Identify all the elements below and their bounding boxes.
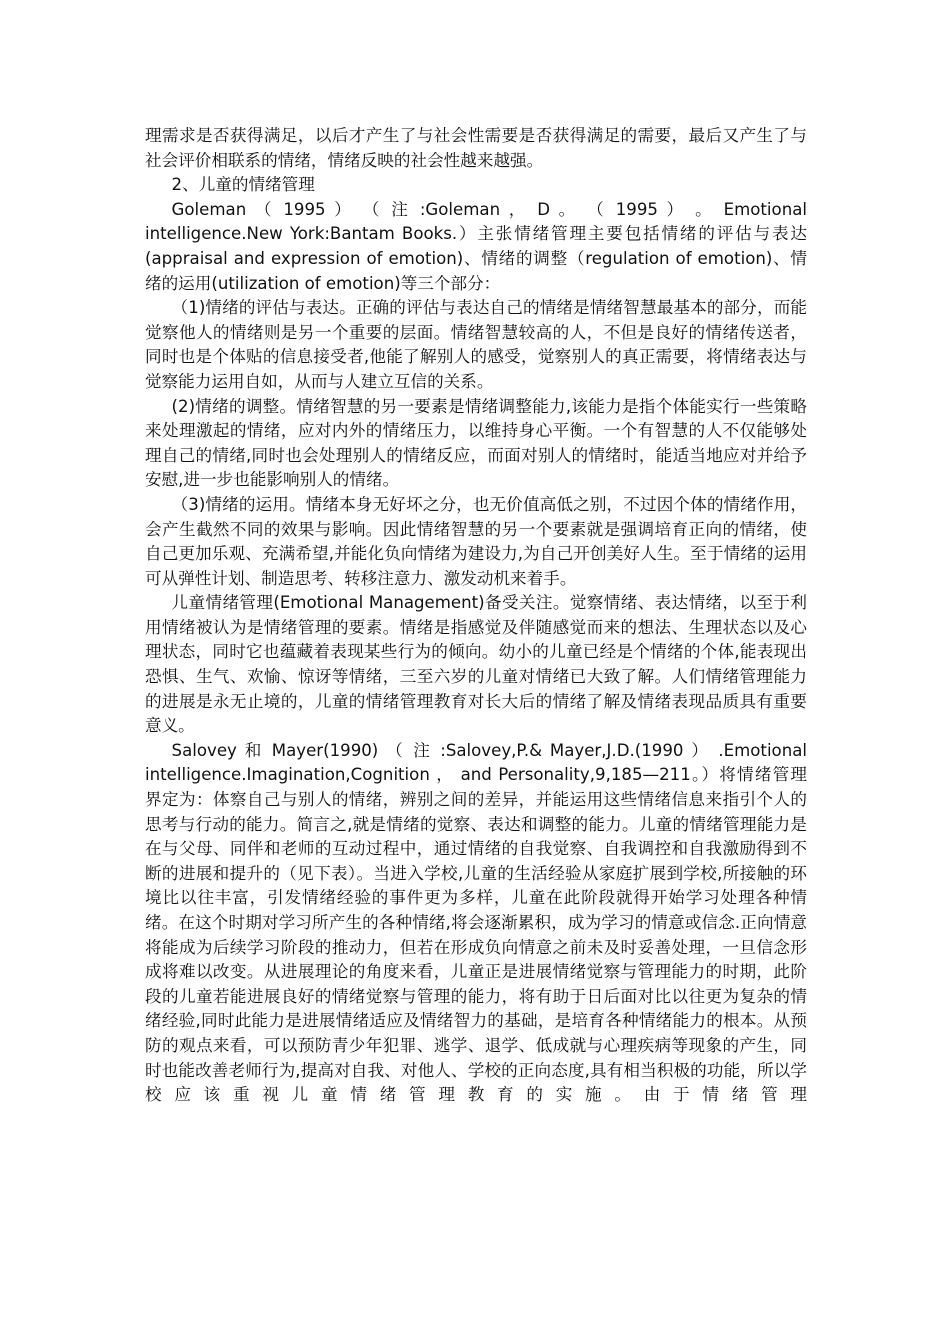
section-heading: 2、儿童的情绪管理: [171, 175, 315, 195]
list-item-paragraph: （1)情绪的评估与表达。正确的评估与表达自己的情绪是情绪智慧最基本的部分，而能觉察他人的情绪则是另一个重要的层面。情绪智慧较高的人，不但是良好的情绪传送者，同时也是个体贴的信息接受者,他能了解别人的感受，觉察别人的真正需要，将情绪表达与觉察能力运用自如，从而与人建立互信的关系。: [145, 298, 807, 391]
body-paragraph: Goleman （ 1995 ） （ 注 :Goleman ， D 。 （ 1995 ） 。 Emotional intelligence.New York:Bantam Books.）主张情绪管理主要包括情绪的评估与表达(appraisal and expression of emotion)、情绪的调整（regulation of emotion)、情绪的运用(utilization of emotion)等三个部分：: [145, 199, 807, 293]
body-paragraph: 理需求是否获得满足，以后才产生了与社会性需要是否获得满足的需要，最后又产生了与社会评价相联系的情绪，情绪反映的社会性越来越强。: [145, 126, 807, 170]
body-paragraph: Salovey 和 Mayer(1990) （ 注 :Salovey,P.& Mayer,J.D.(1990 ） .Emotional intelligence.Imagination,Cognition ， and Personality,9,185—211。）将情绪管理界定为：体察自己与别人的情绪，辨别之间的差异，并能运用这些情绪信息来指引个人的思考与行动的能力。简言之,就是情绪的觉察、表达和调整的能力。儿童的情绪管理能力是在与父母、同伴和老师的互动过程中，通过情绪的自我觉察、自我调控和自我激励得到不断的进展和提升的（见下表）。当进入学校,儿童的生活经验从家庭扩展到学校,所接触的环境比以往丰富，引发情绪经验的事件更为多样，儿童在此阶段就得开始学习处理各种情绪。在这个时期对学习所产生的各种情绪,将会逐渐累积，成为学习的情意或信念.正向情意将能成为后续学习阶段的推动力，但若在形成负向情意之前未及时妥善处理，一旦信念形成将难以改变。从进展理论的角度来看，儿童正是进展情绪觉察与管理能力的时期，此阶段的儿童若能进展良好的情绪觉察与管理的能力，将有助于日后面对比以往更为复杂的情绪经验,同时此能力是进展情绪适应及情绪智力的基础，是培育各种情绪能力的根本。从预防的观点来看，可以预防青少年犯罪、逃学、退学、低成就与心理疾病等现象的产生，同时也能改善老师行为,提高对自我、对他人、学校的正向态度,具有相当积极的功能，所以学校应该重视儿童情绪管理教育的实施。由于情绪管理: [145, 740, 807, 1105]
body-paragraph: 儿童情绪管理(Emotional Management)备受关注。觉察情绪、表达情绪，以至于利用情绪被认为是情绪管理的要素。情绪是指感觉及伴随感觉而来的想法、生理状态以及心理状态，同时它也蕴藏着表现某些行为的倾向。幼小的儿童已经是个情绪的个体,能表现出恐惧、生气、欢愉、惊讶等情绪，三至六岁的儿童对情绪已大致了解。人们情绪管理能力的进展是永无止境的，儿童的情绪管理教育对长大后的情绪了解及情绪表现品质具有重要意义。: [145, 593, 807, 736]
list-item-paragraph: （3)情绪的运用。情绪本身无好坏之分，也无价值高低之别，不过因个体的情绪作用，会产生截然不同的效果与影响。因此情绪智慧的另一个要素就是强调培育正向的情绪，使自己更加乐观、充满希望,并能化负向情绪为建设力,为自己开创美好人生。至于情绪的运用可从弹性计划、制造思考、转移注意力、激发动机来着手。: [145, 494, 807, 588]
list-item-paragraph: (2)情绪的调整。情绪智慧的另一要素是情绪调整能力,该能力是指个体能实行一些策略来处理激起的情绪，应对内外的情绪压力，以维持身心平衡。一个有智慧的人不仅能够处理自己的情绪,同时也会处理别人的情绪反应，而面对别人的情绪时，能适当地应对并给予安慰,进一步也能影响别人的情绪。: [145, 396, 807, 490]
document-page: [145, 124, 807, 1108]
